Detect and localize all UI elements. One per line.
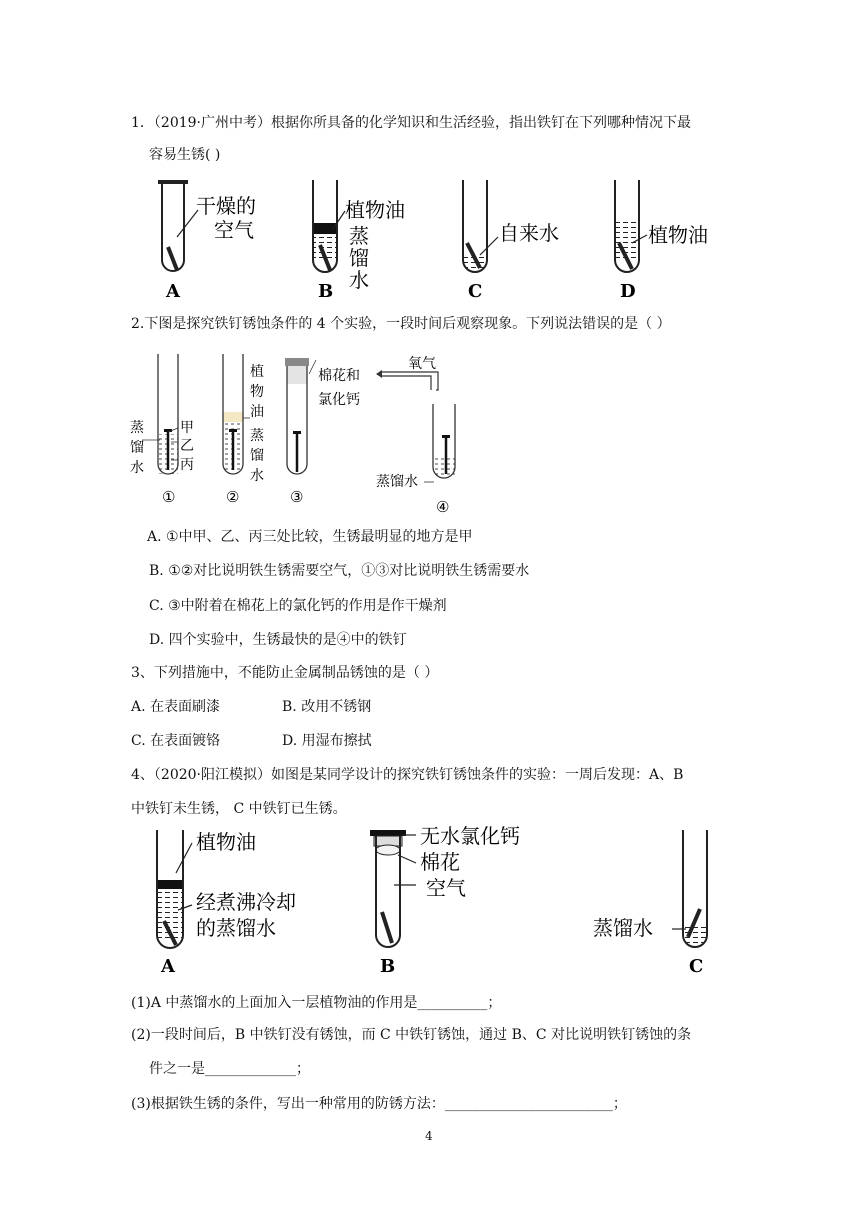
- t2-label-4: 蒸: [250, 428, 264, 444]
- q3-option-c: C. 在表面镀铬: [131, 733, 221, 749]
- label-b1: 植物油: [345, 198, 405, 222]
- t1-point-jia: 甲: [180, 420, 194, 436]
- pointer-line: [333, 211, 345, 229]
- iron-nail: [168, 247, 177, 270]
- q1-figure: [150, 175, 760, 305]
- t2-label-5: 馏: [250, 448, 264, 464]
- t3-label-2: 氯化钙: [318, 392, 360, 408]
- label-d1: 植物油: [648, 223, 708, 247]
- t1-water-1: 蒸: [130, 420, 144, 436]
- t3-label-1: 棉花和: [318, 368, 360, 384]
- num-2: ②: [226, 488, 240, 506]
- t1-water-2: 馏: [130, 440, 144, 456]
- t1-water-3: 水: [130, 460, 144, 476]
- b-stopper: [370, 830, 406, 836]
- num-3: ③: [290, 488, 304, 506]
- q1-tube-c: [463, 180, 498, 272]
- q3-option-b: B. 改用不锈钢: [282, 699, 372, 715]
- t4-water-label: 蒸馏水: [376, 474, 418, 490]
- q4-stem-line2: 中铁钉未生锈， C 中铁钉已生锈。: [131, 801, 347, 817]
- q2-figure: [128, 352, 468, 522]
- t1-point-yi: 乙: [180, 438, 194, 454]
- c-water-label: 蒸馏水: [593, 916, 653, 940]
- q3-option-a: A. 在表面刷漆: [131, 699, 221, 715]
- label-a2: 空气: [214, 218, 254, 242]
- letter-c: C: [689, 956, 704, 977]
- q2-option-b: B. ①②对比说明铁生锈需要空气，①③对比说明铁生锈需要水: [149, 563, 530, 579]
- q4-sub2-line2: 件之一是_____________；: [149, 1061, 310, 1077]
- q1-stem-line1: 1．（2019·广州中考）根据你所具备的化学知识和生活经验，指出铁钉在下列哪种情况下最: [131, 115, 691, 131]
- letter-d: D: [620, 281, 636, 302]
- q1-tube-d: [615, 180, 647, 272]
- letter-b: B: [318, 281, 334, 302]
- t3-stopper: [285, 358, 309, 366]
- label-b4: 水: [349, 268, 369, 292]
- q1-stem-line2: 容易生锈( ): [149, 147, 221, 163]
- q1-tube-b: [313, 180, 345, 272]
- stopper: [158, 180, 188, 184]
- t2-label-6: 水: [250, 468, 264, 484]
- label-a1: 干燥的: [196, 194, 256, 218]
- q3-stem: 3、下列措施中，不能防止金属制品锈蚀的是（ ）: [131, 665, 439, 681]
- a-water-label-2: 的蒸馏水: [196, 916, 276, 940]
- b-label-3: 空气: [426, 876, 466, 900]
- a-oil: [157, 880, 183, 889]
- q4-figure: [140, 825, 730, 980]
- t2-label-1: 植: [250, 364, 264, 380]
- q2-option-c: C. ③中附着在棉花上的氯化钙的作用是作干燥剂: [149, 598, 447, 614]
- t4-water: [433, 457, 455, 475]
- q3-option-d: D. 用湿布擦拭: [282, 733, 372, 749]
- t3-cotton: [287, 366, 307, 384]
- b-cotton: [376, 845, 400, 855]
- t2-label-2: 物: [250, 384, 264, 400]
- b-label-1: 无水氯化钙: [420, 825, 520, 848]
- q1-tube-a: [158, 180, 198, 271]
- num-1: ①: [162, 488, 176, 506]
- page-number: 4: [425, 1129, 433, 1143]
- q2-option-d: D. 四个实验中，生锈最快的是④中的铁钉: [149, 632, 407, 648]
- q4-sub3: (3)根据铁生锈的条件，写出一种常用的防锈方法：________________________；: [131, 1096, 627, 1112]
- label-b3: 馏: [349, 246, 369, 270]
- label-c1: 自来水: [499, 221, 559, 245]
- q4-sub1: (1)A 中蒸馏水的上面加入一层植物油的作用是__________；: [131, 995, 502, 1011]
- b-nail: [382, 912, 392, 943]
- t4-gas-tube: [382, 372, 438, 390]
- label-b2: 蒸: [349, 224, 369, 248]
- pointer-line: [177, 210, 198, 237]
- q2-option-a: A. ①中甲、乙、丙三处比较，生锈最明显的地方是甲: [147, 529, 473, 545]
- letter-a: A: [161, 956, 175, 977]
- t4-gas-label: 氧气: [408, 356, 436, 372]
- t1-point-bing: 丙: [180, 457, 194, 473]
- pointer-line: [480, 237, 498, 255]
- q2-stem: 2.下图是探究铁钉锈蚀条件的 4 个实验，一段时间后观察现象。下列说法错误的是（ ）: [131, 316, 671, 332]
- q4-stem-line1: 4、（2020·阳江模拟）如图是某同学设计的探究铁钉锈蚀条件的实验：一周后发现：A、B: [131, 767, 684, 783]
- a-oil-label: 植物油: [196, 830, 256, 854]
- a-water-label-1: 经煮沸冷却: [196, 890, 296, 914]
- letter-b: B: [380, 956, 396, 977]
- t2-label-3: 油: [250, 404, 264, 420]
- q4-sub2-line1: (2)一段时间后，B 中铁钉没有锈蚀，而 C 中铁钉锈蚀，通过 B、C 对比说明铁钉锈蚀的条: [131, 1027, 692, 1043]
- t2-oil: [223, 412, 243, 422]
- b-label-2: 棉花: [420, 850, 460, 874]
- letter-a: A: [166, 281, 180, 302]
- num-4: ④: [436, 498, 450, 516]
- letter-c: C: [468, 281, 483, 302]
